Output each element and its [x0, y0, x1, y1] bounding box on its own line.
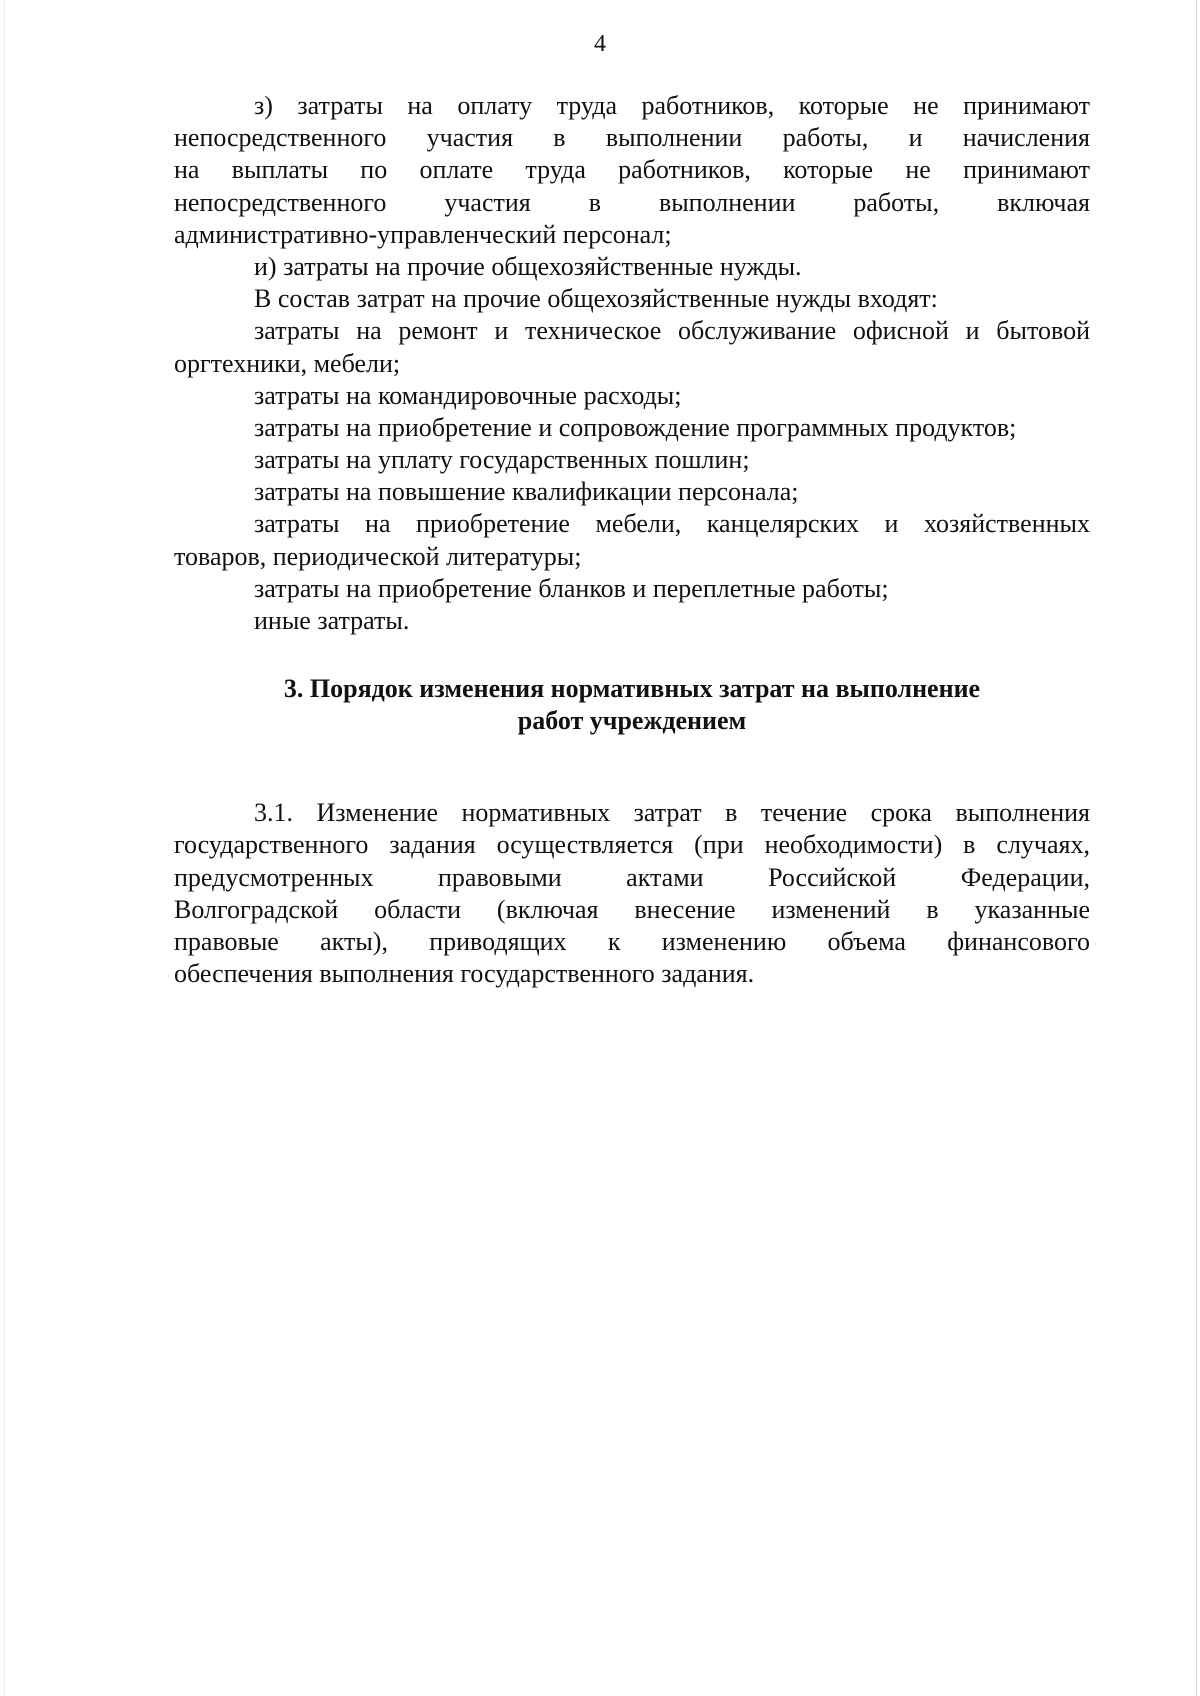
scan-edge-left — [4, 0, 5, 1696]
paragraph-3-1-line: 3.1. Изменение нормативных затрат в течение срока выполнения — [254, 798, 1090, 828]
paragraph-3-1-line: Волгоградской области (включая внесение изменений в указанные — [174, 894, 1090, 924]
scan-edge-right — [1196, 0, 1197, 1696]
section-heading-line: работ учреждением — [517, 706, 747, 736]
section-heading-line: 3. Порядок изменения нормативных затрат на выполнение — [283, 674, 981, 704]
list-item-other: иные затраты. — [254, 606, 410, 635]
paragraph-i: и) затраты на прочие общехозяйственные нужды. — [254, 251, 802, 281]
list-item-software: затраты на приобретение и сопровождение программных продуктов; — [254, 412, 1017, 442]
list-item-training: затраты на повышение квалификации персонала; — [254, 477, 799, 507]
composition-intro: В состав затрат на прочие общехозяйственные нужды входят: — [254, 284, 938, 314]
document-body — [174, 90, 1090, 990]
paragraph-3-1-line: правовые акты), приводящих к изменению объема финансового — [174, 926, 1090, 956]
list-item-line: затраты на приобретение мебели, канцелярских и хозяйственных — [254, 509, 1090, 539]
paragraph-3-1 — [174, 797, 1090, 990]
list-item-line: товаров, периодической литературы; — [174, 541, 582, 571]
list-item-line: оргтехники, мебели; — [174, 348, 401, 378]
list-item-repair — [174, 315, 1090, 379]
paragraph-z-line: на выплаты по оплате труда работников, которые не принимают — [174, 155, 1090, 185]
paragraph-z-line: непосредственного участия в выполнении работы, включая — [174, 187, 1090, 217]
paragraph-z-line: з) затраты на оплату труда работников, которые не принимают — [254, 91, 1090, 120]
list-item-furniture — [174, 508, 1090, 572]
paragraph-3-1-line: обеспечения выполнения государственного задания. — [174, 959, 755, 989]
paragraph-z-line: непосредственного участия в выполнении работы, и начисления — [174, 123, 1090, 153]
paragraph-z — [174, 90, 1090, 251]
list-item-duties: затраты на уплату государственных пошлин; — [254, 445, 750, 475]
spacer — [174, 737, 1090, 797]
list-item-line: затраты на ремонт и техническое обслуживание офисной и бытовой — [254, 316, 1090, 346]
paragraph-z-line: административно-управленческий персонал; — [174, 219, 672, 249]
page-number: 4 — [594, 31, 606, 57]
list-item-forms: затраты на приобретение бланков и переплетные работы; — [254, 573, 889, 603]
section-heading — [174, 673, 1090, 737]
list-item-travel: затраты на командировочные расходы; — [254, 380, 682, 410]
paragraph-3-1-line: государственного задания осуществляется (при необходимости) в случаях, — [174, 830, 1090, 860]
paragraph-3-1-line: предусмотренных правовыми актами Российской Федерации, — [174, 862, 1090, 892]
